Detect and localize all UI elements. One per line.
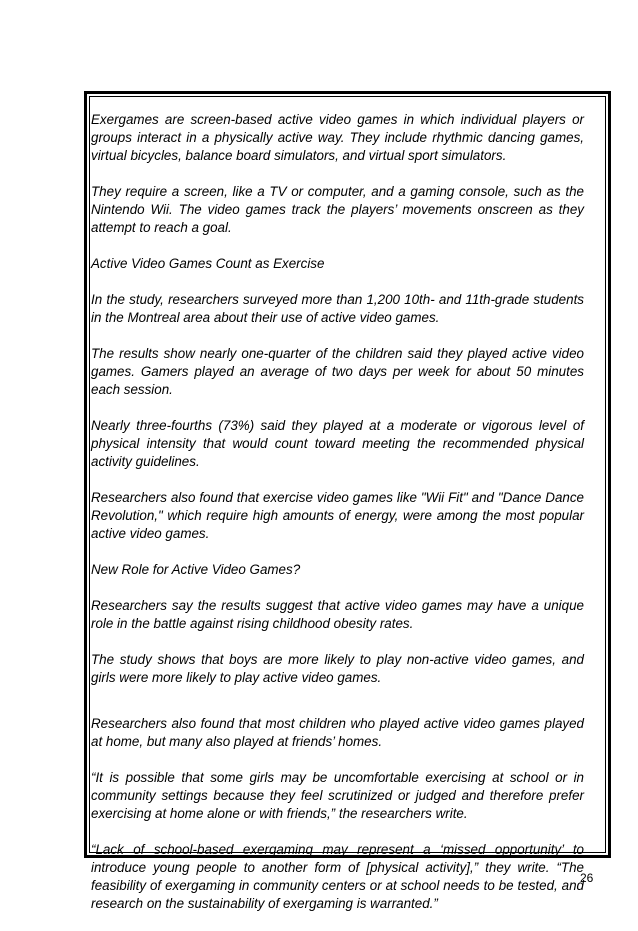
document-body — [91, 111, 584, 931]
paragraph-gender: The study shows that boys are more likely to play non-active video games, and girls were more likely to play active video games. — [91, 652, 584, 685]
paragraph-study-survey: In the study, researchers surveyed more than 1,200 10th- and 11th-grade students in the Montreal area about their use of active video games. — [91, 292, 584, 325]
paragraph-intensity: Nearly three-fourths (73%) said they played at a moderate or vigorous level of physical intensity that would count toward meeting the recommended physical activity guidelines. — [91, 418, 584, 469]
paragraph-quote-missed-opportunity: “Lack of school-based exergaming may represent a ‘missed opportunity’ to introduce young people to another form of [physical activity],” they write. “The feasibility of exergaming in community centers or at school needs to be tested, and research on the sustainability of exergaming is warranted.” — [91, 842, 584, 911]
paragraph-quote-girls: “It is possible that some girls may be uncomfortable exercising at school or in community settings because they feel scrutinized or judged and therefore prefer exercising at home alone or with friends,” the researchers write. — [91, 770, 584, 821]
paragraph-play-location: Researchers also found that most children who played active video games played at home, but many also played at friends’ homes. — [91, 716, 584, 749]
paragraph-results: The results show nearly one-quarter of the children said they played active video games. Gamers played an average of two days per week for about 50 minutes each session. — [91, 346, 584, 397]
paragraph-obesity: Researchers say the results suggest that active video games may have a unique role in the battle against rising childhood obesity rates. — [91, 598, 584, 631]
page-number: 26 — [580, 871, 594, 885]
paragraph-screen-requirement: They require a screen, like a TV or computer, and a gaming console, such as the Nintendo Wii. The video games track the players’ movements onscreen as they attempt to reach a goal. — [91, 184, 584, 235]
section-heading-exercise: Active Video Games Count as Exercise — [91, 256, 325, 271]
section-heading-new-role: New Role for Active Video Games? — [91, 562, 301, 577]
paragraph-exergames-definition: Exergames are screen-based active video games in which individual players or groups interact in a physically active way. They include rhythmic dancing games, virtual bicycles, balance board simulators, and virtual sport simulators. — [91, 112, 584, 163]
paragraph-popular-games: Researchers also found that exercise video games like "Wii Fit" and "Dance Dance Revolution," which require high amounts of energy, were among the most popular active video games. — [91, 490, 584, 541]
